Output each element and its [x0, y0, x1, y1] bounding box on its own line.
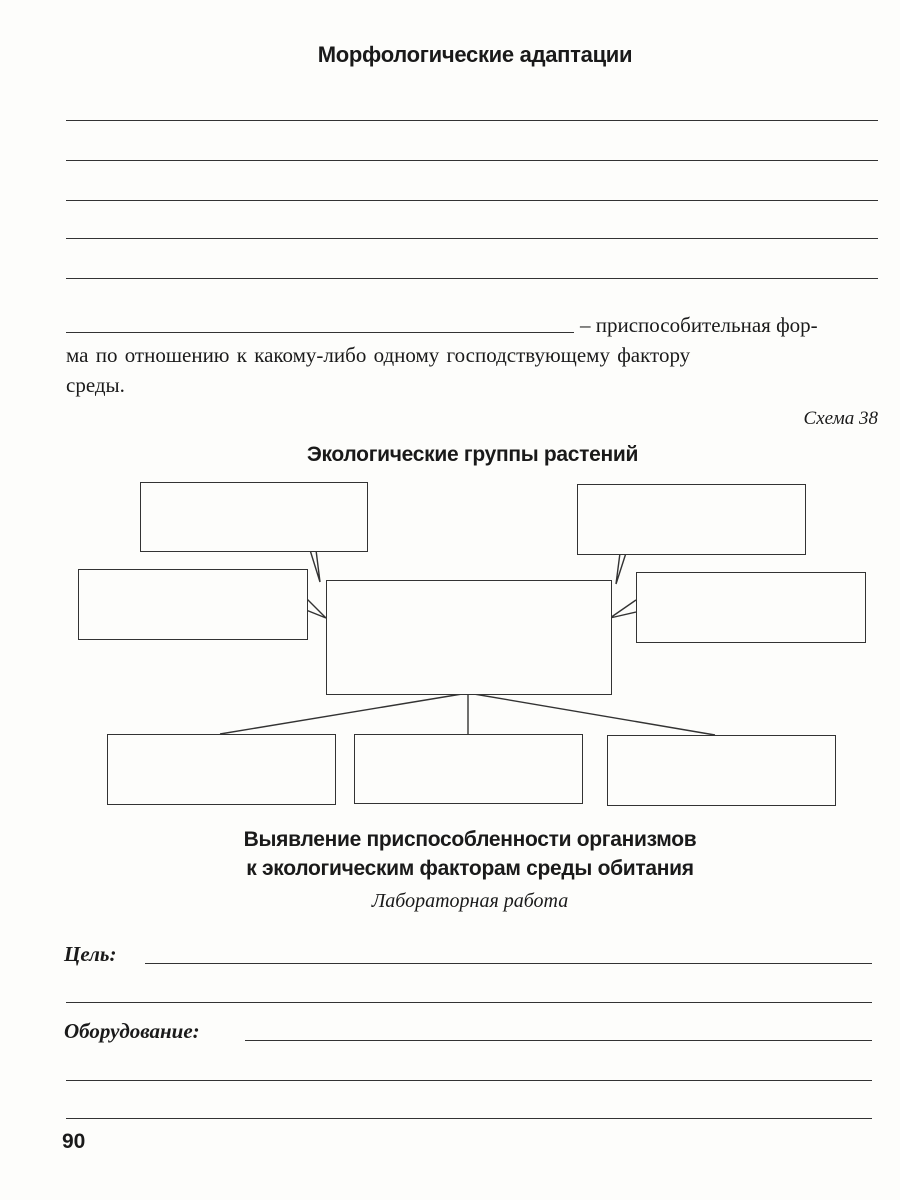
diagram-box-top-left[interactable]: [140, 482, 368, 552]
diagram-box-bottom-left[interactable]: [107, 734, 336, 805]
diagram-box-bottom-right[interactable]: [607, 735, 836, 806]
lab-title: Выявление приспособленности организмов: [243, 828, 697, 851]
page-number: 90: [62, 1130, 86, 1153]
goal-label: Цель:: [64, 942, 117, 966]
equipment-label: Оборудование:: [64, 1019, 200, 1043]
equipment-line[interactable]: [66, 1080, 872, 1081]
diagram-box-top-right[interactable]: [577, 484, 806, 555]
diagram-box-mid-right[interactable]: [636, 572, 866, 643]
diagram-box-mid-left[interactable]: [78, 569, 308, 640]
goal-line[interactable]: [145, 963, 872, 964]
section-title: Морфологические адаптации: [317, 42, 633, 67]
diagram-box-bottom-center[interactable]: [354, 734, 583, 804]
scheme-label: Схема 38: [803, 408, 878, 429]
equipment-line[interactable]: [245, 1040, 872, 1041]
definition-text: – приспособительная фор-: [580, 313, 818, 337]
scheme-title: Экологические группы растений: [306, 443, 639, 466]
lab-title: к экологическим факторам среды обитания: [246, 857, 694, 880]
definition-text: ма по отношению к какому-либо одному господствующему фактору: [66, 343, 691, 367]
definition-text: среды.: [66, 373, 125, 397]
equipment-line[interactable]: [66, 1118, 872, 1119]
diagram-box-center[interactable]: [326, 580, 612, 695]
lab-subtitle: Лабораторная работа: [371, 890, 569, 912]
goal-line[interactable]: [66, 1002, 872, 1003]
